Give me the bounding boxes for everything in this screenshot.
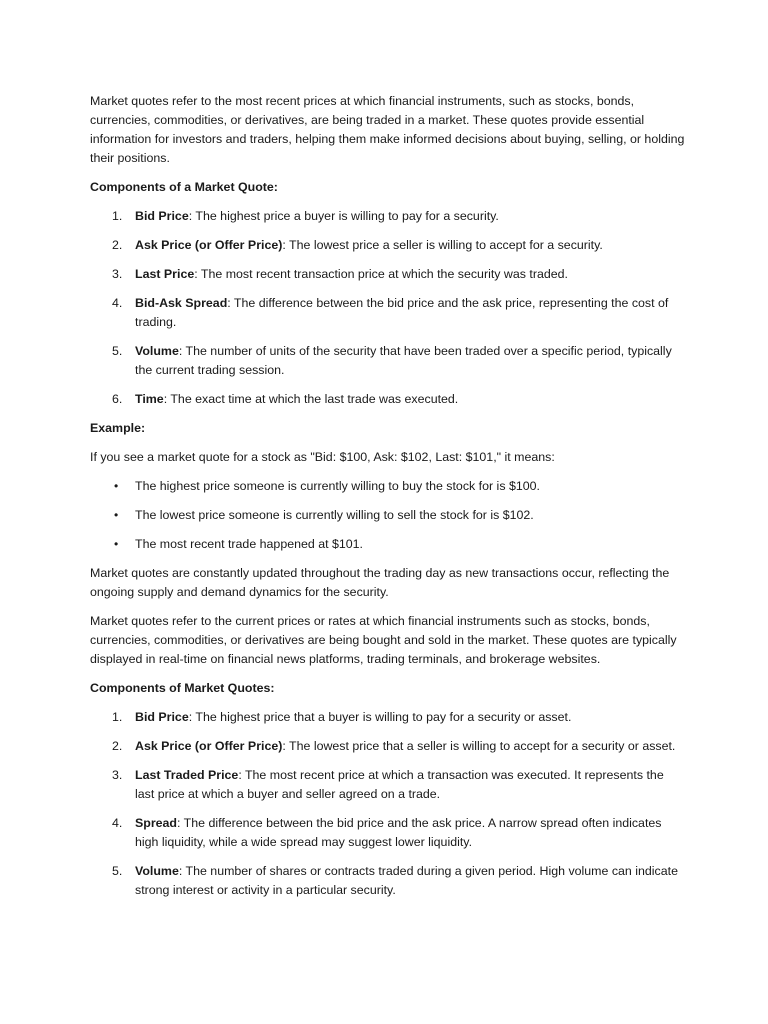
list-item-text: : The most recent price at which a transaction was executed. It represents the last price at which a buyer and seller agreed on a trade. [135,768,664,801]
intro-paragraph-2: Market quotes refer to the current prices or rates at which financial instruments such as stocks, bonds, currencies, commodities, or derivatives are being bought and sold in the market. These quotes are typically displayed in real-time on financial news platforms, trading terminals, and brokerage websites. [90,614,677,666]
intro-paragraph-1: Market quotes refer to the most recent prices at which financial instruments, such as stocks, bonds, currencies, commodities, or derivatives, are being traded in a market. These quotes provide essential information for investors and traders, helping them make informed decisions about buying, selling, or holding their positions. [90,94,685,165]
section-1-item [90,342,685,380]
list-number: 2. [112,238,123,252]
bullet-marker: • [114,479,119,493]
example-item [90,506,685,525]
list-number: 6. [112,392,123,406]
list-item-text: : The highest price a buyer is willing to pay for a security. [188,209,499,223]
document-page [90,92,685,910]
list-item-text: : The lowest price a seller is willing to accept for a security. [282,238,603,252]
section-2-item [90,708,685,727]
list-item-term: Time [135,392,164,406]
list-item-term: Bid Price [135,209,189,223]
list-item-text: : The highest price that a buyer is willing to pay for a security or asset. [188,710,572,724]
list-item-text: The most recent trade happened at $101. [135,537,364,551]
section-2-item [90,766,685,804]
example-item [90,535,685,554]
list-item-text: The highest price someone is currently willing to buy the stock for is $100. [135,479,540,493]
example-item [90,477,685,496]
list-item-text: : The difference between the bid price and the ask price. A narrow spread often indicates high liquidity, while a wide spread may suggest lower liquidity. [135,816,662,849]
closing-paragraph: Market quotes are constantly updated throughout the trading day as new transactions occur, reflecting the ongoing supply and demand dynamics for the security. [90,566,670,599]
section-2-list [90,708,685,900]
list-number: 3. [112,267,123,281]
list-item-text: : The exact time at which the last trade was executed. [163,392,459,406]
section-1-list [90,207,685,409]
section-1-item [90,207,685,226]
list-item-text: : The lowest price that a seller is willing to accept for a security or asset. [282,739,676,753]
section-1-item [90,236,685,255]
section-1-item [90,265,685,284]
list-item-term: Volume [135,344,179,358]
list-number: 4. [112,816,123,830]
section-2-heading: Components of Market Quotes: [90,681,275,695]
list-number: 1. [112,710,123,724]
section-2-item [90,814,685,852]
list-number: 5. [112,864,123,878]
bullet-marker: • [114,537,119,551]
bullet-marker: • [114,508,119,522]
example-list [90,477,685,554]
list-item-term: Last Price [135,267,195,281]
list-item-text: The lowest price someone is currently willing to sell the stock for is $102. [135,508,534,522]
list-item-term: Ask Price (or Offer Price) [135,238,283,252]
list-item-term: Spread [135,816,178,830]
section-1-item [90,294,685,332]
list-number: 5. [112,344,123,358]
list-item-term: Bid-Ask Spread [135,296,228,310]
section-1-heading: Components of a Market Quote: [90,180,278,194]
list-number: 3. [112,768,123,782]
list-item-term: Ask Price (or Offer Price) [135,739,283,753]
list-number: 2. [112,739,123,753]
section-1-item [90,390,685,409]
list-number: 1. [112,209,123,223]
list-item-text: : The difference between the bid price and the ask price, representing the cost of trading. [135,296,669,329]
list-item-term: Volume [135,864,179,878]
list-number: 4. [112,296,123,310]
list-item-text: : The number of units of the security that have been traded over a specific period, typically the current trading session. [135,344,672,377]
example-heading: Example: [90,421,146,435]
section-2-item [90,737,685,756]
list-item-term: Bid Price [135,710,189,724]
section-2-item [90,862,685,900]
list-item-term: Last Traded Price [135,768,239,782]
list-item-text: : The number of shares or contracts traded during a given period. High volume can indicate strong interest or activity in a particular security. [135,864,678,897]
list-item-text: : The most recent transaction price at which the security was traded. [194,267,568,281]
example-intro: If you see a market quote for a stock as "Bid: $100, Ask: $102, Last: $101," it means: [90,450,555,464]
